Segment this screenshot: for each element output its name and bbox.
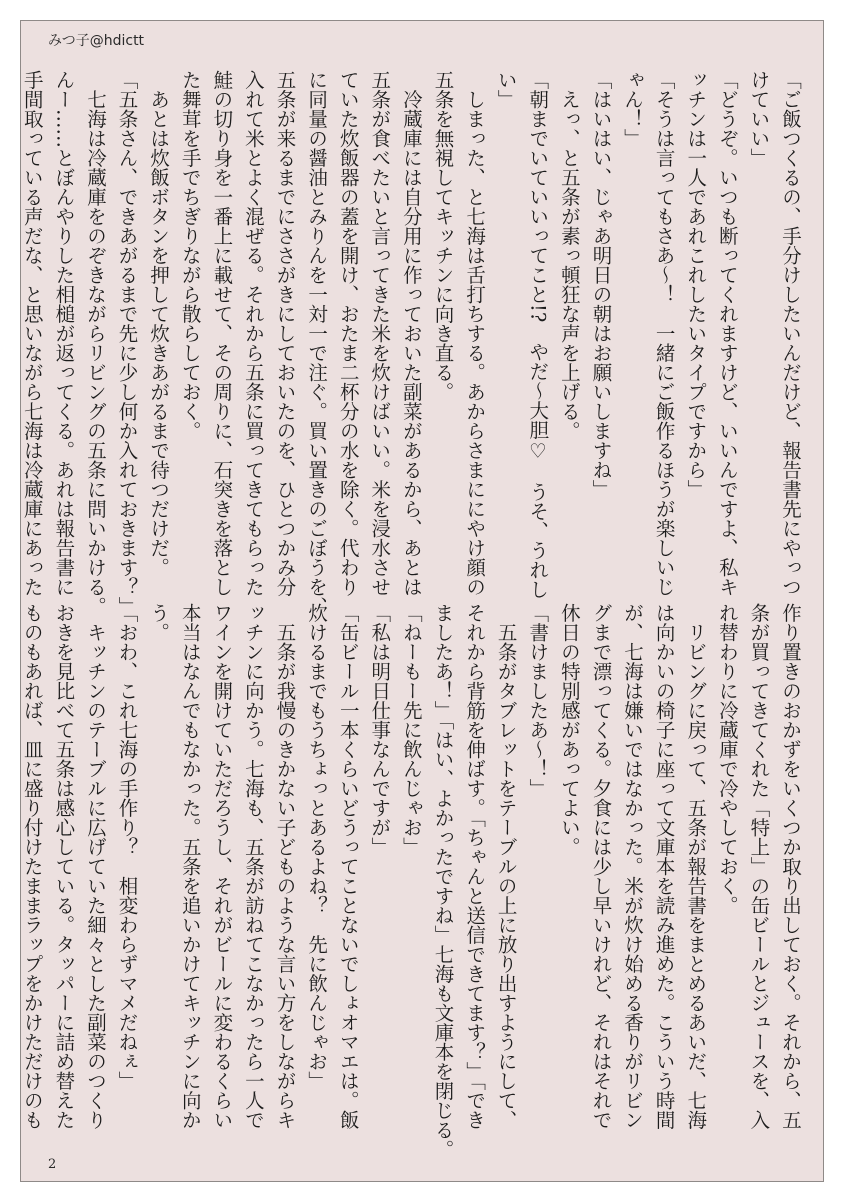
text-line: キッチンのテーブルに広げていた細々とした副菜のつくり — [83, 603, 107, 1130]
text-line: グまで漂ってくる。夕食には少し早いけれど、それはそれで — [589, 603, 613, 1130]
text-line: う。 — [147, 603, 171, 642]
text-line: ッチンに向かう。七海も、五条が訪ねてこなかったら一人で — [241, 603, 265, 1130]
text-line: 「はいはい、じゃあ明日の朝はお願いしますね」 — [589, 70, 613, 499]
text-line: ものもあれば、皿に盛り付けたままラップをかけただけのも — [20, 603, 44, 1130]
text-line: 「ご飯つくるの、手分けしたいんだけど、報告書先にやっつ — [779, 70, 802, 597]
text-line: れ替わりに冷蔵庫で冷やしておく。 — [715, 603, 739, 915]
text-line: 五条が食べたいと言ってきた米を炊けばいい。米を浸水させ — [368, 70, 392, 597]
text-line: 「朝までいていいってこと!? やだ〜大胆♡ うそ、うれし — [526, 70, 550, 599]
upper-text-block — [20, 70, 806, 616]
text-line: い」 — [494, 70, 518, 109]
text-line: 条が買ってきてくれた「特上」の缶ビールとジュースを、入 — [747, 603, 771, 1130]
text-line: 冷蔵庫には自分用に作っておいた副菜があるから、あとは — [399, 70, 423, 597]
text-line: ましたあ！」「はい、よかったですね」七海も文庫本を閉じる。 — [431, 603, 455, 1159]
text-line: ワインを開けていただろうし、それがビールに変わるくらい — [210, 603, 234, 1130]
text-line: 五条が来るまでにささがきにしておいたのを、ひとつかみ分 — [273, 70, 297, 597]
text-line: 七海は冷蔵庫をのぞきながらリビングの五条に問いかける。 — [83, 70, 107, 616]
text-line: 休日の特別感があってよい。 — [557, 603, 581, 857]
text-line: んー……とぼんやりした相槌が返ってくる。あれは報告書に — [52, 70, 76, 597]
text-line: それから背筋を伸ばす。「ちゃんと送信できてます？」「でき — [463, 603, 487, 1130]
text-line: 鮭の切り身を一番上に載せて、その周りに、石突きを落とし — [210, 70, 234, 597]
text-line: 「そうは言ってもさあ〜！ 一緒にご飯作るほうが楽しいじ — [652, 70, 676, 597]
text-line: 「どうぞ。いつも断ってくれますけど、いいんですよ、私キ — [715, 70, 739, 597]
text-line: あとは炊飯ボタンを押して炊きあがるまで待つだけだ。 — [147, 70, 171, 577]
text-line: ッチンは一人であれこれしたいタイプですから」 — [684, 70, 708, 499]
text-line: 五条が我慢のきかない子どものような言い方をしながらキ — [273, 603, 297, 1130]
text-line: えっ、と五条が素っ頓狂な声を上げる。 — [557, 70, 581, 441]
text-line: しまった、と七海は舌打ちする。あからさまににやけ顔の — [463, 70, 487, 597]
page-number: 2 — [48, 1157, 57, 1172]
text-line: 五条がタブレットをテーブルの上に放り出すようにして、 — [494, 603, 518, 1130]
text-line: 「ねーもー先に飲んじゃお」 — [399, 603, 423, 857]
text-line: 「缶ビール一本くらいどうってことないでしょオマエは。飯 — [336, 603, 360, 1130]
text-line: 「書けましたあ〜！」 — [526, 603, 550, 798]
text-line: 本当はなんでもなかった。五条を追いかけてキッチンに向か — [178, 603, 202, 1130]
text-line: 炊けるまでもうちょっとあるよね？ 先に飲んじゃお」 — [305, 603, 329, 1091]
text-line: けていい」 — [747, 70, 771, 168]
text-line: 五条を無視してキッチンに向き直る。 — [431, 70, 455, 402]
text-line: 作り置きのおかずをいくつか取り出しておく。それから、五 — [779, 603, 802, 1130]
text-line: リビングに戻って、五条が報告書をまとめるあいだ、七海 — [684, 603, 708, 1130]
text-line: ゃん！」 — [621, 70, 645, 148]
author-credit: みつ子@hdictt — [48, 33, 145, 49]
lower-text-block — [20, 603, 806, 1159]
text-line: ていた炊飯器の蓋を開け、おたま二杯分の水を除く。代わり — [336, 70, 360, 597]
text-line: は向かいの椅子に座って文庫本を読み進めた。こういう時間 — [652, 603, 676, 1130]
text-line: 「五条さん、できあがるまで先に少し何か入れておきます？」 — [115, 70, 139, 616]
text-line: 「おわ、これ七海の手作り？ 相変わらずマメだねぇ」 — [115, 603, 139, 1091]
text-line: 「私は明日仕事なんですが」 — [368, 603, 392, 857]
text-line: おきを見比べて五条は感心している。タッパーに詰め替えた — [52, 603, 76, 1130]
text-line: た舞茸を手でちぎりながら散らしておく。 — [178, 70, 202, 441]
text-line: が、七海は嫌いではなかった。米が炊け始める香りがリビン — [621, 603, 645, 1130]
text-line: 入れて米とよく混ぜる。それから五条に買ってきてもらった — [241, 70, 265, 597]
text-line: 手間取っている声だな、と思いながら七海は冷蔵庫にあった — [20, 70, 44, 597]
text-line: に同量の醤油とみりんを一対一で注ぐ。買い置きのごぼうを、 — [305, 70, 329, 616]
